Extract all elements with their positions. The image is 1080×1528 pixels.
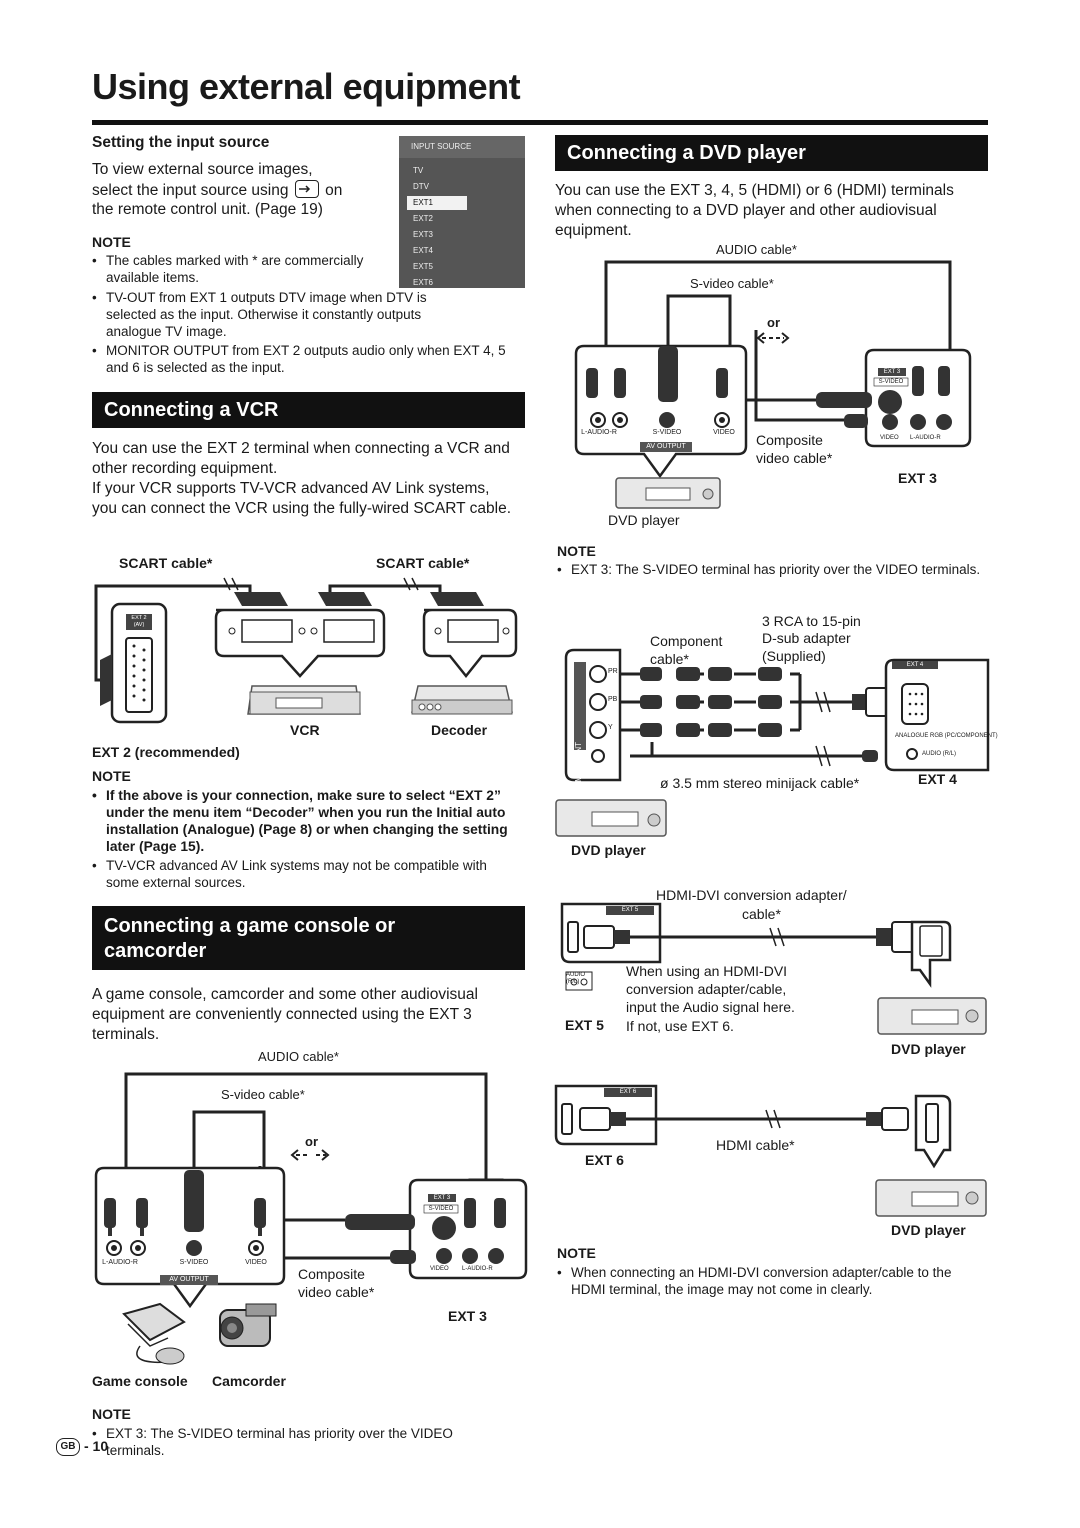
game-av-output: AV OUTPUT xyxy=(169,1276,209,1283)
dvd-port-video: VIDEO xyxy=(713,429,735,436)
component-vertical-label: COMPONENT xyxy=(574,742,583,794)
game-ext3-laudio: L-AUDIO-R xyxy=(462,1266,493,1272)
menu-item-ext4: EXT4 xyxy=(413,246,434,255)
dvd-ext3-tag: EXT 3 xyxy=(883,369,901,375)
dvd-body: You can use the EXT 3, 4, 5 (HDMI) or 6 (HDMI) terminals when connecting to a DVD player and other audiovisual equipment. xyxy=(555,182,954,239)
game-note-title: NOTE xyxy=(92,1406,131,1422)
game-composite-2: video cable* xyxy=(298,1284,375,1300)
if-not-label: If not, use EXT 6. xyxy=(626,1018,734,1034)
dvd-player-label-2: DVD player xyxy=(571,842,646,858)
page-number: - 10 xyxy=(84,1438,109,1454)
input-note-3: • MONITOR OUTPUT from EXT 2 outputs audio only when EXT 4, 5 and 6 is selected as the input. xyxy=(92,342,512,376)
input-note-2: • TV-OUT from EXT 1 outputs DTV image when DTV is selected as the input. Otherwise it constantly outputs analogue TV image. xyxy=(92,289,512,340)
dvd-note-1: • EXT 3: The S-VIDEO terminal has priority over the VIDEO terminals. xyxy=(557,561,982,578)
input-source-line2: select the input source using on xyxy=(92,182,343,199)
dvd-audio-cable: AUDIO cable* xyxy=(716,242,797,257)
menu-item-tv: TV xyxy=(413,166,424,175)
input-note-title: NOTE xyxy=(92,234,131,250)
menu-item-ext6: EXT6 xyxy=(413,278,434,287)
dvd-note-title: NOTE xyxy=(557,543,596,559)
rca-adapter-3: (Supplied) xyxy=(762,648,826,664)
input-source-line1: To view external source images, xyxy=(92,161,313,178)
scart-cable-label-2: SCART cable* xyxy=(376,555,470,571)
hdmi-dvi-label-1: HDMI-DVI conversion adapter/ xyxy=(656,887,847,903)
ext4-tag: EXT 4 xyxy=(906,662,924,668)
decoder-label: Decoder xyxy=(431,722,488,738)
vcr-note-2: • TV-VCR advanced AV Link systems may not be compatible with some external sources. xyxy=(92,857,520,891)
game-audio-cable: AUDIO cable* xyxy=(258,1049,339,1064)
vcr-note-title: NOTE xyxy=(92,768,131,784)
y-label: Y xyxy=(608,724,613,731)
menu-item-ext1: EXT1 xyxy=(407,196,467,210)
game-heading-1: Connecting a game console or xyxy=(104,915,396,937)
vcr-body2: If your VCR supports TV-VCR advanced AV Link systems, you can connect the VCR using the fully-wired SCART cable. xyxy=(92,480,511,517)
game-composite-1: Composite xyxy=(298,1266,365,1282)
game-ext3-label: EXT 3 xyxy=(448,1308,487,1324)
when-using-2: conversion adapter/cable, xyxy=(626,981,787,997)
ext2-recommended: EXT 2 (recommended) xyxy=(92,744,240,760)
dvd-player-label-4: DVD player xyxy=(891,1222,966,1238)
menu-item-ext2: EXT2 xyxy=(413,214,434,223)
menu-title: INPUT SOURCE xyxy=(399,136,525,158)
vcr-heading: Connecting a VCR xyxy=(104,399,279,421)
dvd-note2-list xyxy=(557,1264,982,1300)
vcr-body: You can use the EXT 2 terminal when connecting a VCR and other recording equipment. xyxy=(92,440,510,477)
ext6-label: EXT 6 xyxy=(585,1152,624,1168)
hdmi-dvi-label-2: cable* xyxy=(742,906,781,922)
ext5-tag: EXT 5 xyxy=(621,907,639,913)
when-using-1: When using an HDMI-DVI xyxy=(626,963,788,979)
game-ext3-tag: EXT 3 xyxy=(433,1195,451,1201)
analogue-rgb-label: ANALOGUE RGB (PC/COMPONENT) xyxy=(895,733,998,739)
audio-rl-label: AUDIO (R/L) xyxy=(922,751,957,757)
component-cable-1: Component xyxy=(650,633,723,649)
pr-label: PR xyxy=(608,668,618,675)
input-source-heading: Setting the input source xyxy=(92,134,270,151)
ext4-label: EXT 4 xyxy=(918,771,957,787)
menu-item-dtv: DTV xyxy=(413,182,429,191)
game-ext3-video: VIDEO xyxy=(430,1266,449,1272)
component-cable-2: cable* xyxy=(650,651,689,667)
game-port-laudio: L-AUDIO-R xyxy=(102,1259,138,1266)
dvd-svideo-cable: S-video cable* xyxy=(690,276,774,291)
camcorder-label: Camcorder xyxy=(212,1373,286,1389)
ext6-tag: EXT 6 xyxy=(619,1089,637,1095)
game-svideo-cable: S-video cable* xyxy=(221,1087,305,1102)
dvd-or: or xyxy=(767,315,780,330)
ext5-label: EXT 5 xyxy=(565,1017,604,1033)
game-heading-2: camcorder xyxy=(104,940,207,962)
dvd-port-laudio: L-AUDIO-R xyxy=(581,429,617,436)
vcr-note-1: • If the above is your connection, make sure to select “EXT 2” under the menu item “Decoder” when you run the Initial auto installation (Analogue) (Page 8) or when changing the setting later (Page 15). xyxy=(92,787,520,855)
game-or: or xyxy=(305,1134,318,1149)
dvd-player-label-3: DVD player xyxy=(891,1041,966,1057)
when-using-3: input the Audio signal here. xyxy=(626,999,795,1015)
input-source-line3: the remote control unit. (Page 19) xyxy=(92,201,323,218)
dvd-ext3-video: VIDEO xyxy=(880,435,899,441)
dvd-composite-1: Composite xyxy=(756,432,823,448)
dvd-composite-2: video cable* xyxy=(756,450,833,466)
scart-cable-label-1: SCART cable* xyxy=(119,555,213,571)
minijack-label: ø 3.5 mm stereo minijack cable* xyxy=(660,775,860,791)
dvd-av-output: AV OUTPUT xyxy=(646,443,686,450)
input-note-1: • The cables marked with * are commercially available items. xyxy=(92,252,392,286)
hdmi-cable-label: HDMI cable* xyxy=(716,1137,795,1153)
dvd-ext3-laudio: L-AUDIO-R xyxy=(910,435,941,441)
game-port-video: VIDEO xyxy=(245,1259,267,1266)
dvd-player-label-1: DVD player xyxy=(608,512,680,528)
game-ext3-svideo: S-VIDEO xyxy=(428,1206,454,1212)
game-port-svideo: S-VIDEO xyxy=(179,1259,209,1266)
vcr-label: VCR xyxy=(290,722,320,738)
game-body: A game console, camcorder and some other audiovisual equipment are conveniently connected using the EXT 3 terminals. xyxy=(92,986,478,1043)
dvd-heading: Connecting a DVD player xyxy=(567,142,806,164)
dvd-port-svideo: S-VIDEO xyxy=(652,429,682,436)
region-badge: GB xyxy=(56,1438,80,1456)
dvd-note2-title: NOTE xyxy=(557,1245,596,1261)
menu-item-ext5: EXT5 xyxy=(413,262,434,271)
audio-rl-small: AUDIO (R/L) xyxy=(566,972,586,985)
rca-adapter-1: 3 RCA to 15-pin xyxy=(762,613,861,629)
page-title: Using external equipment xyxy=(92,66,521,107)
dvd-note2-1: • When connecting an HDMI-DVI conversion adapter/cable to the HDMI terminal, the image may not come in clearly. xyxy=(557,1264,982,1298)
dvd-ext3-svideo: S-VIDEO xyxy=(878,379,904,385)
game-note-1: • EXT 3: The S-VIDEO terminal has priority over the VIDEO terminals. xyxy=(92,1425,512,1459)
menu-item-ext3: EXT3 xyxy=(413,230,434,239)
game-console-label: Game console xyxy=(92,1373,188,1389)
ext2-tag: EXT 2 (AV) xyxy=(131,615,147,628)
rca-adapter-2: D-sub adapter xyxy=(762,630,851,646)
dvd-ext3-label: EXT 3 xyxy=(898,470,937,486)
pb-label: PB xyxy=(608,696,618,703)
